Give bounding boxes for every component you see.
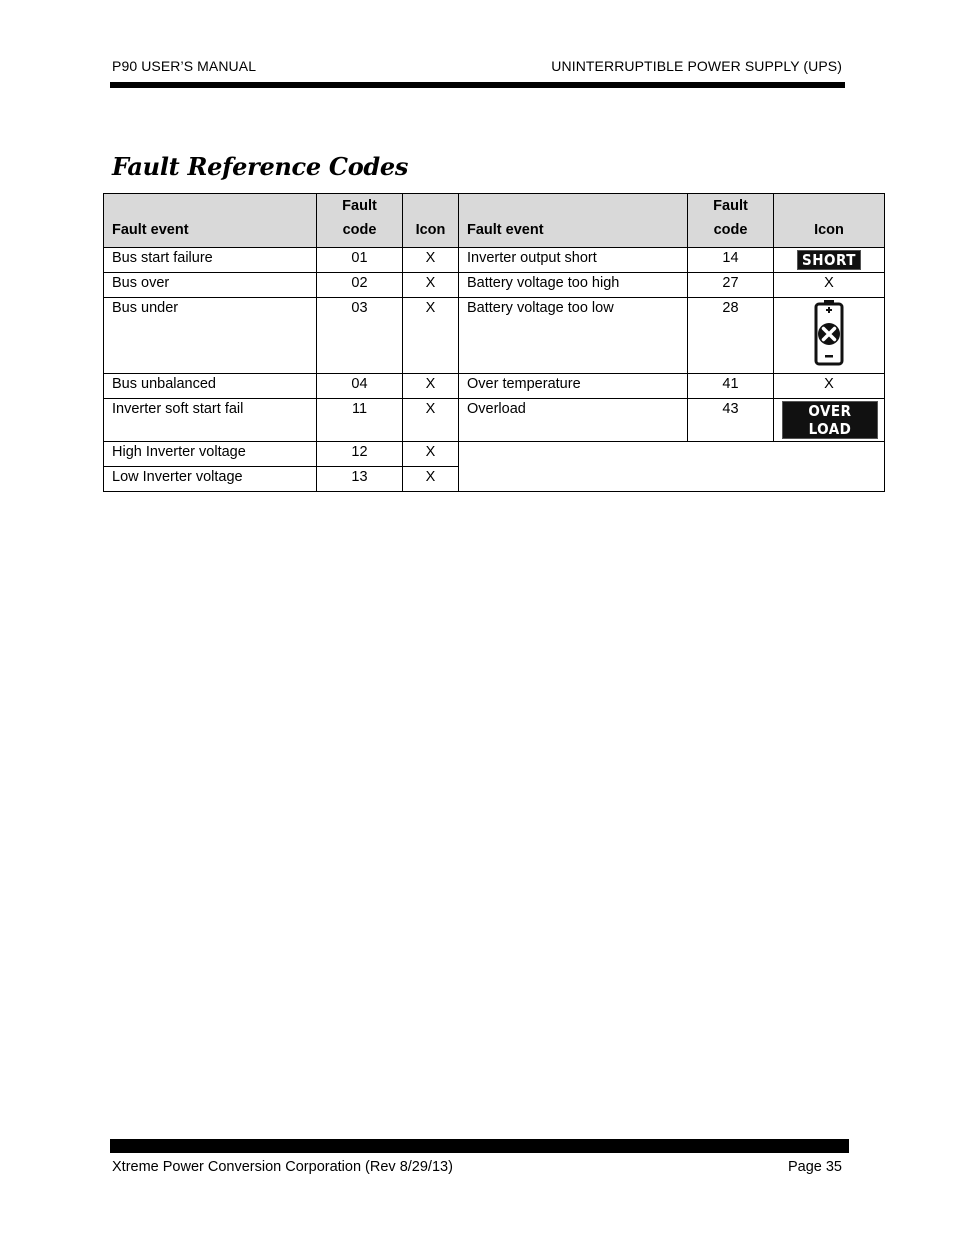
fault-event: High Inverter voltage <box>104 442 317 467</box>
fault-code: 27 <box>688 273 774 298</box>
page-title: Fault Reference Codes <box>112 152 409 181</box>
fault-event: Inverter output short <box>459 248 688 273</box>
fault-icon: X <box>403 298 459 374</box>
fault-code: 14 <box>688 248 774 273</box>
header-fault-event: Fault event <box>104 194 317 248</box>
footer-rule <box>110 1139 849 1153</box>
fault-icon: X <box>403 467 459 492</box>
fault-icon: X <box>403 399 459 442</box>
footer-company: Xtreme Power Conversion Corporation (Rev 8/29/13) <box>112 1159 453 1175</box>
table-row <box>104 374 885 399</box>
fault-icon <box>774 298 885 374</box>
page-number: Page 35 <box>787 1159 842 1175</box>
fault-event: Bus start failure <box>104 248 317 273</box>
battery-fault-icon <box>813 300 845 366</box>
fault-event: Bus unbalanced <box>104 374 317 399</box>
table-row <box>104 399 885 442</box>
fault-icon <box>774 248 885 273</box>
fault-icon: X <box>403 273 459 298</box>
fault-code: 13 <box>317 467 403 492</box>
fault-icon: X <box>403 374 459 399</box>
fault-code: 02 <box>317 273 403 298</box>
overload-icon: OVER LOAD <box>782 401 878 439</box>
header-fault-event: Fault event <box>459 194 688 248</box>
fault-code: 04 <box>317 374 403 399</box>
short-icon: SHORT <box>797 250 861 270</box>
fault-event: Battery voltage too low <box>459 298 688 374</box>
fault-code: 43 <box>688 399 774 442</box>
fault-event: Over temperature <box>459 374 688 399</box>
table-row <box>104 273 885 298</box>
fault-codes-table <box>103 193 885 492</box>
header-manual-title: P90 USER’S MANUAL <box>112 58 257 74</box>
fault-event: Bus under <box>104 298 317 374</box>
fault-code: 01 <box>317 248 403 273</box>
header-fault-code: Fault code <box>688 194 774 248</box>
table-row <box>104 442 885 467</box>
table-header-row <box>104 194 885 248</box>
fault-event: Bus over <box>104 273 317 298</box>
fault-code: 03 <box>317 298 403 374</box>
header-product-title: UNINTERRUPTIBLE POWER SUPPLY (UPS) <box>551 58 842 74</box>
fault-icon: X <box>774 273 885 298</box>
fault-event: Overload <box>459 399 688 442</box>
fault-code: 11 <box>317 399 403 442</box>
table-row <box>104 248 885 273</box>
empty-cell <box>459 442 885 492</box>
fault-code: 41 <box>688 374 774 399</box>
fault-event: Low Inverter voltage <box>104 467 317 492</box>
header-rule <box>110 82 845 88</box>
header-icon: Icon <box>774 194 885 248</box>
fault-icon: X <box>774 374 885 399</box>
fault-event: Inverter soft start fail <box>104 399 317 442</box>
fault-code: 12 <box>317 442 403 467</box>
fault-icon: X <box>403 442 459 467</box>
header-icon: Icon <box>403 194 459 248</box>
header-fault-code: Fault code <box>317 194 403 248</box>
fault-icon: X <box>403 248 459 273</box>
fault-code: 28 <box>688 298 774 374</box>
fault-event: Battery voltage too high <box>459 273 688 298</box>
table-row <box>104 298 885 374</box>
fault-icon <box>774 399 885 442</box>
